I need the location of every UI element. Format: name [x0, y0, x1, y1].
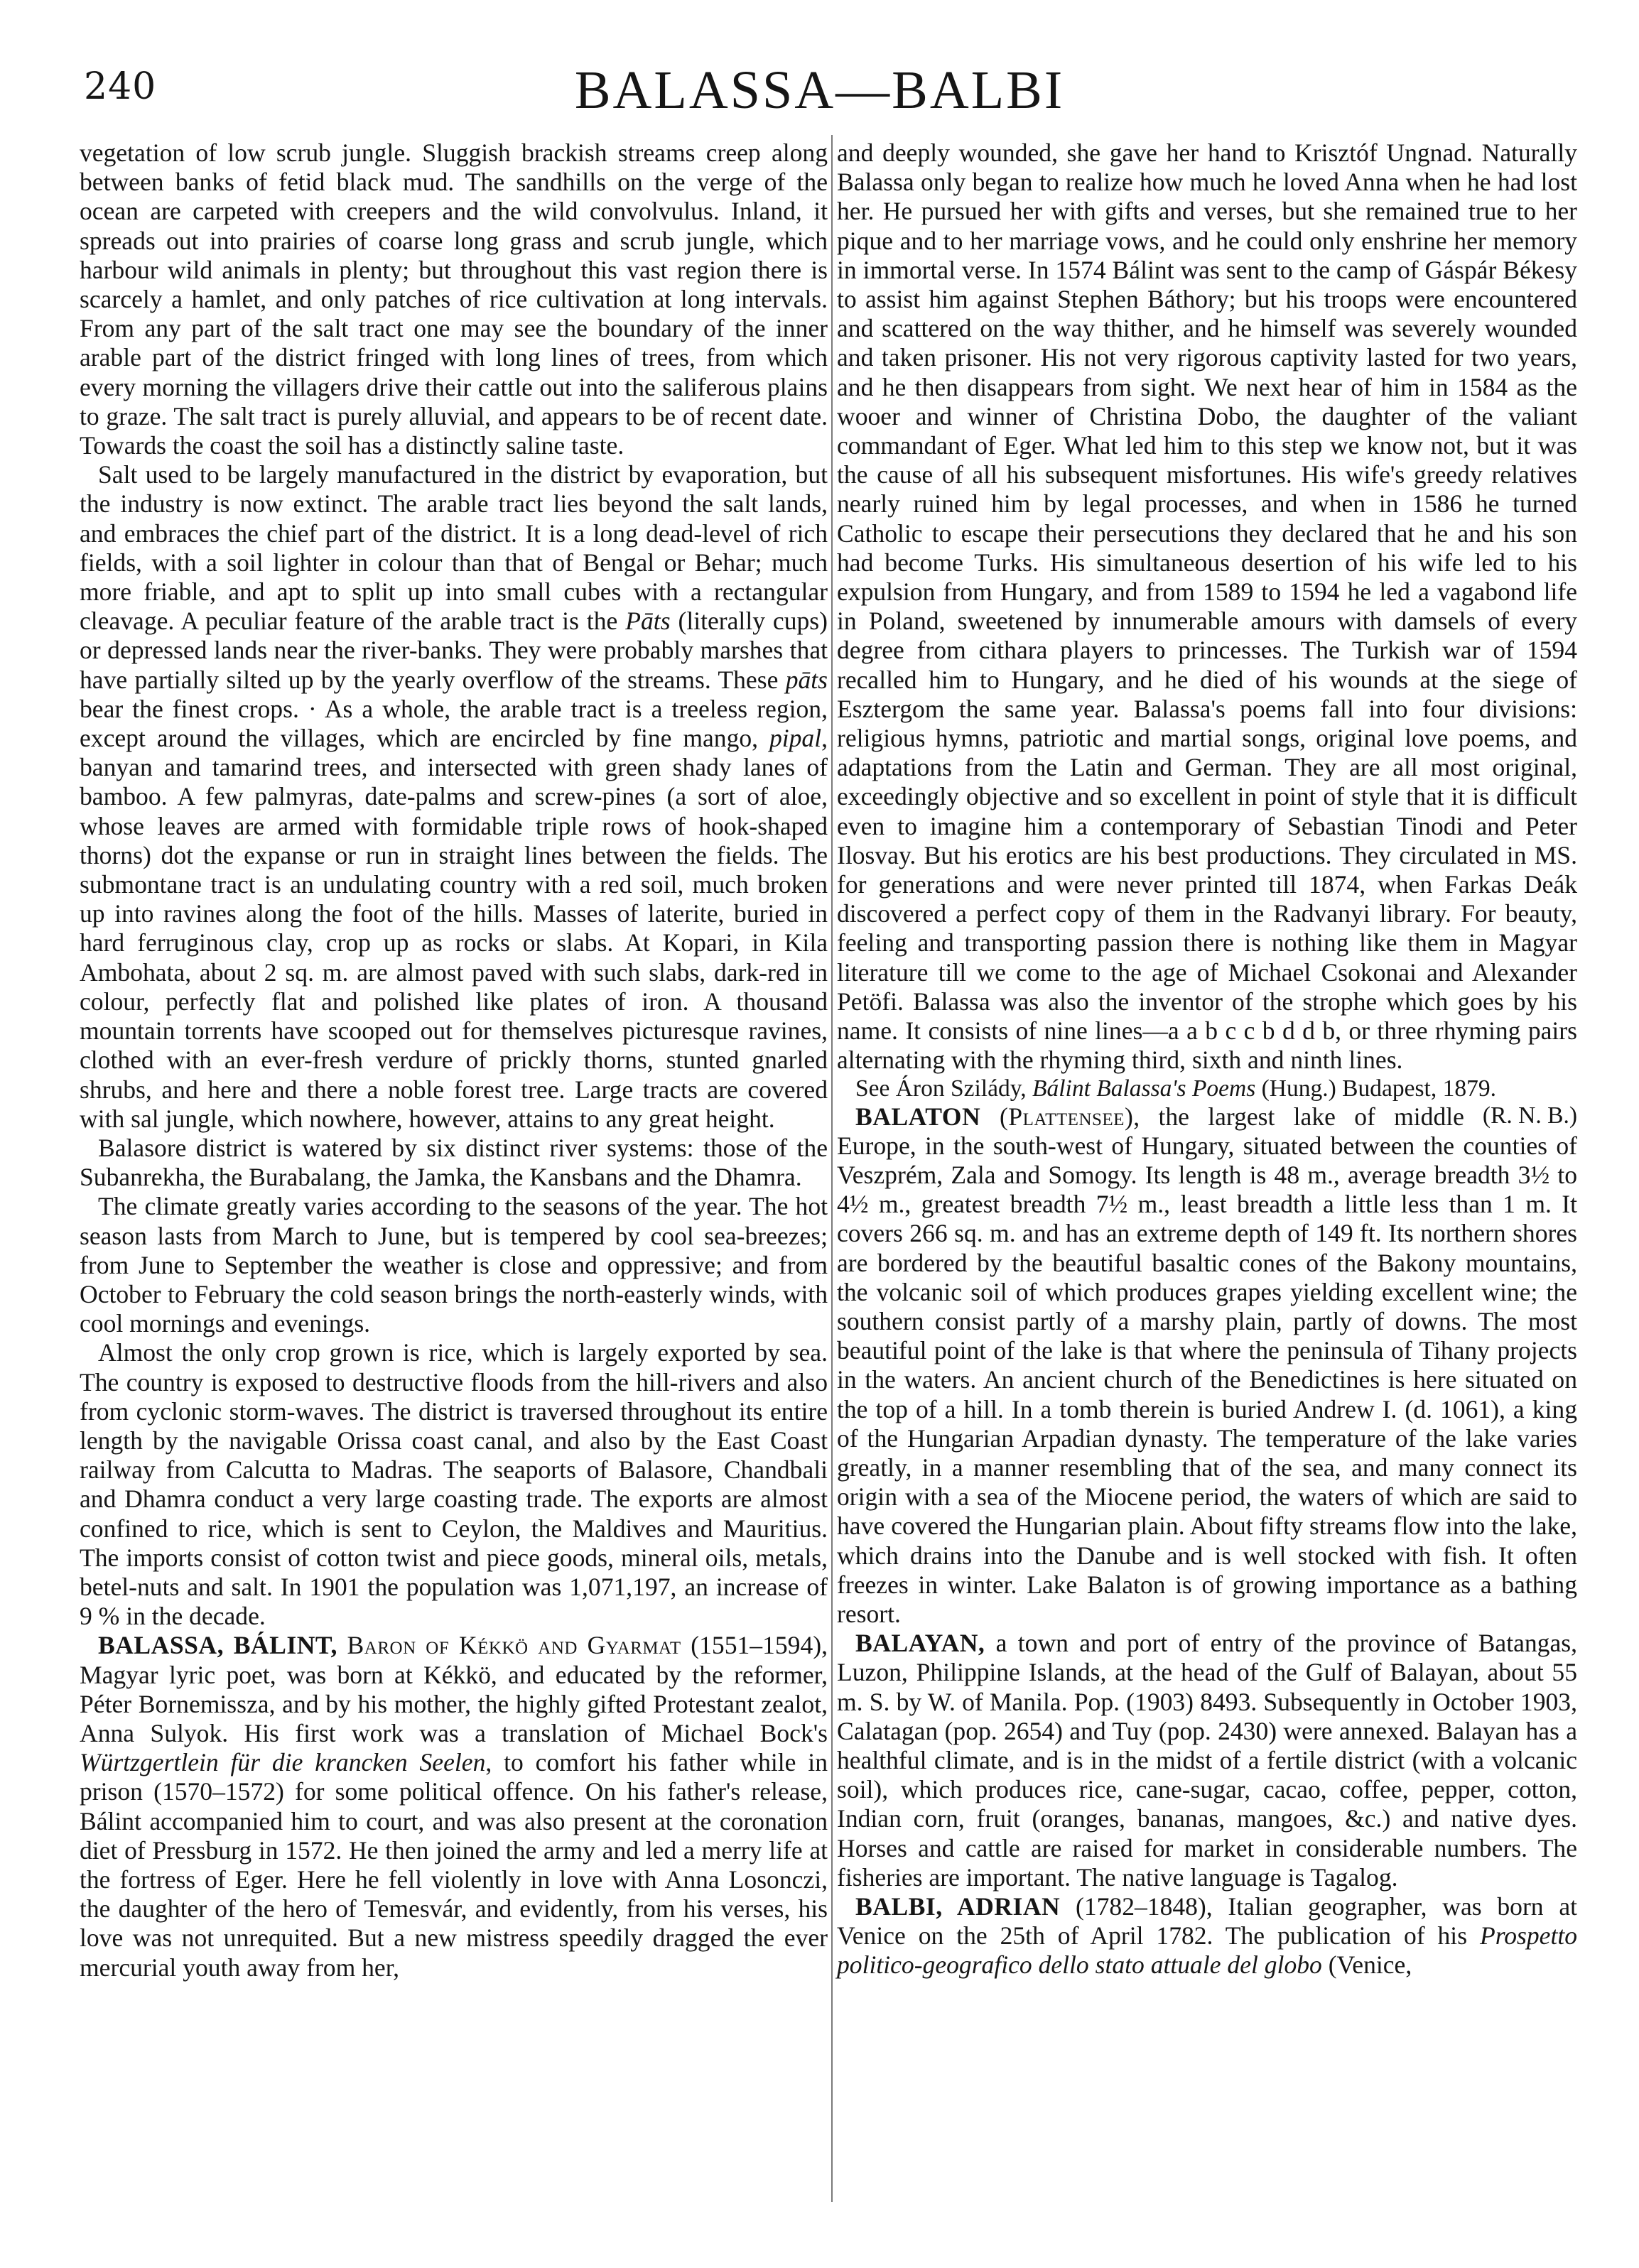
text-run: , the largest lake of middle Europe, in the south-west of Hungary, situated between the counties of Veszprém, Zala and Somogy. Its length is 48 m., average breadth 3½ to 4½ m., greatest breadth 7½ m., least breadth a little less than 1 m. It covers 266 sq. m. and has an extreme depth of 149 ft. Its northern shores are bordered by the beautiful basaltic cones of the Bakony mountains, the volcanic soil of which produces grapes yielding excellent wine; the southern consist partly of a marshy plain, partly of downs. The most beautiful point of the lake is that where the peninsula of Tihany projects in the waters. An ancient church of the Benedictines is here situated on the top of a hill. In a tomb therein is buried Andrew I. (d. 1061), a king of the Hungarian Arpadian dynasty. The temperature of the lake varies greatly, in a manner resembling that of the sea, and many connect its origin with a sea of the Miocene period, the waters of which are said to have covered the Hungarian plain. About fifty streams flow into the lake, which drains into the Danube and is well stocked with fish. It often freezes in winter. Lake Balaton is of growing importance as a bathing resort.: [837, 1102, 1577, 1628]
text-run: , to comfort his father while in prison (1570–1572) for some political offence. On his father's release, Bálint accompanied him to court, and was also present at the coronation diet of Pressburg in 1572. He then joined the army and led a merry life at the fortress of Eger. Here he fell violently in love with Anna Losonczi, the daughter of the hero of Temesvár, and evidently, from his verses, his love was not unrequited. But a new mistress speedily dragged the ever mercurial youth away from her,: [80, 1748, 828, 1982]
italic-work-title: Prospetto politico-geografico dello stato attuale del globo: [837, 1921, 1577, 1980]
text-run: (1551–1594), Magyar lyric poet, was born at Kékkö, and educated by the reformer, Péter Bornemissza, and by his mother, the highly gifted Protestant zealot, Anna Sulyok. His first work was a translation of Michael Bock's: [80, 1631, 828, 1747]
balaton-entry: [837, 1102, 1577, 1629]
entry-headword: BALASSA, BÁLINT,: [98, 1631, 337, 1660]
entry-title: Baron of Kékkö and Gyarmat: [337, 1631, 691, 1660]
italic-work-title: Bálint Balassa's Poems: [1032, 1075, 1256, 1102]
text-run: (literally cups) or depressed lands near the river-banks. They were probably marshes that have partially silted up by the yearly overflow of the streams. These: [80, 607, 828, 694]
balassa-continuation: and deeply wounded, she gave her hand to Krisztóf Ungnad. Naturally Balassa only began to realize how much he loved Anna when he had lost her. He pursued her with gifts and verses, but she remained true to her pique and to her marriage vows, and he could only enshrine her memory in immortal verse. In 1574 Bálint was sent to the camp of Gáspár Békesy to assist him against Stephen Báthory; but his troops were encountered and scattered on the way thither, and he himself was severely wounded and taken prisoner. His not very rigorous captivity lasted for two years, and he then disappears from sight. We next hear of him in 1584 as the wooer and winner of Christina Dobo, the daughter of the valiant commandant of Eger. What led him to this step we know not, but it was the cause of all his subsequent misfortunes. His wife's greedy relatives nearly ruined him by legal processes, and when in 1586 he turned Catholic to escape their persecutions they declared that he and his son had become Turks. His simultaneous desertion of his wife led to his expulsion from Hungary, and from 1589 to 1594 he led a vagabond life in Poland, sweetened by innumerable amours with damsels of every degree from cithara players to princesses. The Turkish war of 1594 recalled him to Hungary, and he died of his wounds at the siege of Esztergom the same year. Balassa's poems fall into four divisions: religious hymns, patriotic and martial songs, original love poems, and adaptations from the Latin and German. They are all most original, exceedingly objective and so excellent in point of style that it is difficult even to imagine him a contemporary of Sebastian Tinodi and Peter Ilosvay. But his erotics are his best productions. They circulated in MS. for generations and were never printed till 1874, when Farkas Deák discovered a perfect copy of them in the Radvanyi library. For beauty, feeling and transporting passion there is nothing like them in Magyar literature till we come to the age of Michael Csokonai and Alexander Petöfi. Balassa was also the inventor of the strophe which goes by his name. It consists of nine lines—a a b c c b d d b, or three rhyming pairs alternating with the rhyming third, sixth and ninth lines.: [837, 139, 1577, 1075]
author-signature: (R. N. B.): [1482, 1102, 1577, 1129]
balassa-entry: [80, 1631, 828, 1982]
salt-tract-paragraph: vegetation of low scrub jungle. Sluggish brackish streams creep along between banks of fetid black mud. The sandhills on the verge of the ocean are carpeted with creepers and the wild convolvulus. Inland, it spreads out into prairies of coarse long grass and scrub jungle, which harbour wild animals in plenty; but throughout this vast region there is scarcely a hamlet, and only patches of rice cultivation at long intervals. From any part of the salt tract one may see the boundary of the inner arable part of the district fringed with long lines of trees, from which every morning the villagers drive their cattle out into the saliferous plains to graze. The salt tract is purely alluvial, and appears to be of recent date. Towards the coast the soil has a distinctly saline taste.: [80, 139, 828, 460]
entry-alt-name: (Plattensee): [980, 1102, 1134, 1131]
text-run: , banyan and tamarind trees, and intersected with green shady lanes of bamboo. A few palmyras, date-palms and screw-pines (a sort of aloe, whose leaves are armed with formidable triple rows of hook-shaped thorns) dot the expanse or run in straight lines between the fields. The submontane tract is an undulating country with a red soil, much broken up into ravines along the foot of the hills. Masses of laterite, buried in hard ferruginous clay, crop up as rocks or slabs. At Kopari, in Kila Ambohata, about 2 sq. m. are almost paved with such slabs, dark-red in colour, perfectly flat and polished like plates of iron. A thousand mountain torrents have scooped out for themselves picturesque ravines, clothed with an ever-fresh verdure of prickly thorns, stunted gnarled shrubs, and here and there a noble forest tree. Large tracts are covered with sal jungle, which nowhere, however, attains to any great height.: [80, 724, 828, 1133]
left-column: [80, 139, 828, 1982]
entry-headword: BALBI, ADRIAN: [855, 1892, 1061, 1921]
entry-headword: BALAYAN,: [855, 1629, 985, 1658]
climate-paragraph: The climate greatly varies according to the seasons of the year. The hot season lasts from March to June, but is tempered by cool sea-breezes; from June to September the weather is close and oppressive; and from October to February the cold season brings the north-easterly winds, with cool mornings and evenings.: [80, 1192, 828, 1338]
arable-tract-paragraph: [80, 460, 828, 1134]
column-divider: [831, 135, 833, 2202]
italic-term: Pāts: [625, 607, 671, 636]
italic-work-title: Würtzgertlein für die krancken Seelen: [80, 1748, 486, 1777]
rivers-paragraph: Balasore district is watered by six distinct river systems: those of the Subanrekha, the Burabalang, the Jamka, the Kansbans and the Dhamra.: [80, 1133, 828, 1192]
italic-term: pipal: [769, 724, 822, 753]
italic-term: pāts: [785, 665, 828, 694]
text-run: bear the finest crops. · As a whole, the arable tract is a treeless region, except around the villages, which are encircled by fine mango,: [80, 694, 828, 753]
text-run: (1782–1848), Italian geographer, was born at Venice on the 25th of April 1782. The publication of his: [837, 1892, 1578, 1950]
balayan-entry: [837, 1629, 1577, 1892]
text-run: See Áron Szilády,: [855, 1075, 1033, 1102]
crops-paragraph: Almost the only crop grown is rice, which is largely exported by sea. The country is exposed to destructive floods from the hill-rivers and also from cyclonic storm-waves. The district is traversed throughout its entire length by the navigable Orissa coast canal, and also by the East Coast railway from Calcutta to Madras. The seaports of Balasore, Chandbali and Dhamra conduct a very large coasting trade. The exports are almost confined to rice, which is sent to Ceylon, the Maldives and Mauritius. The imports consist of cotton twist and piece goods, mineral oils, metals, betel-nuts and salt. In 1901 the population was 1,071,197, an increase of 9 % in the decade.: [80, 1338, 828, 1631]
text-run: (Venice,: [1321, 1950, 1412, 1980]
text-run: Salt used to be largely manufactured in the district by evaporation, but the industry is now extinct. The arable tract lies beyond the salt lands, and embraces the chief part of the district. It is a long dead-level of rich fields, with a soil lighter in colour than that of Bengal or Behar; much more friable, and apt to split up into small cubes with a rectangular cleavage. A peculiar feature of the arable tract is the: [80, 460, 828, 636]
entry-headword: BALATON: [855, 1102, 981, 1131]
page-number: 240: [84, 65, 157, 108]
text-run: a town and port of entry of the province of Batangas, Luzon, Philippine Islands, at the head of the Gulf of Balayan, about 55 m. S. by W. of Manila. Pop. (1903) 8493. Subsequently in October 1903, Calatagan (pop. 2654) and Tuy (pop. 2430) were annexed. Balayan has a healthful climate, and is in the midst of a fertile district (with a volcanic soil), which produces rice, cane-sugar, cacao, coffee, pepper, cotton, Indian corn, fruit (oranges, bananas, mangoes, &c.) and native dyes. Horses and cattle are raised for market in considerable numbers. The fisheries are important. The native language is Tagalog.: [837, 1629, 1577, 1892]
text-run: (Hung.) Budapest, 1879.: [1255, 1075, 1496, 1102]
running-title: BALASSA—BALBI: [574, 60, 1065, 120]
right-column: [837, 139, 1577, 1980]
balbi-entry: [837, 1892, 1577, 1980]
